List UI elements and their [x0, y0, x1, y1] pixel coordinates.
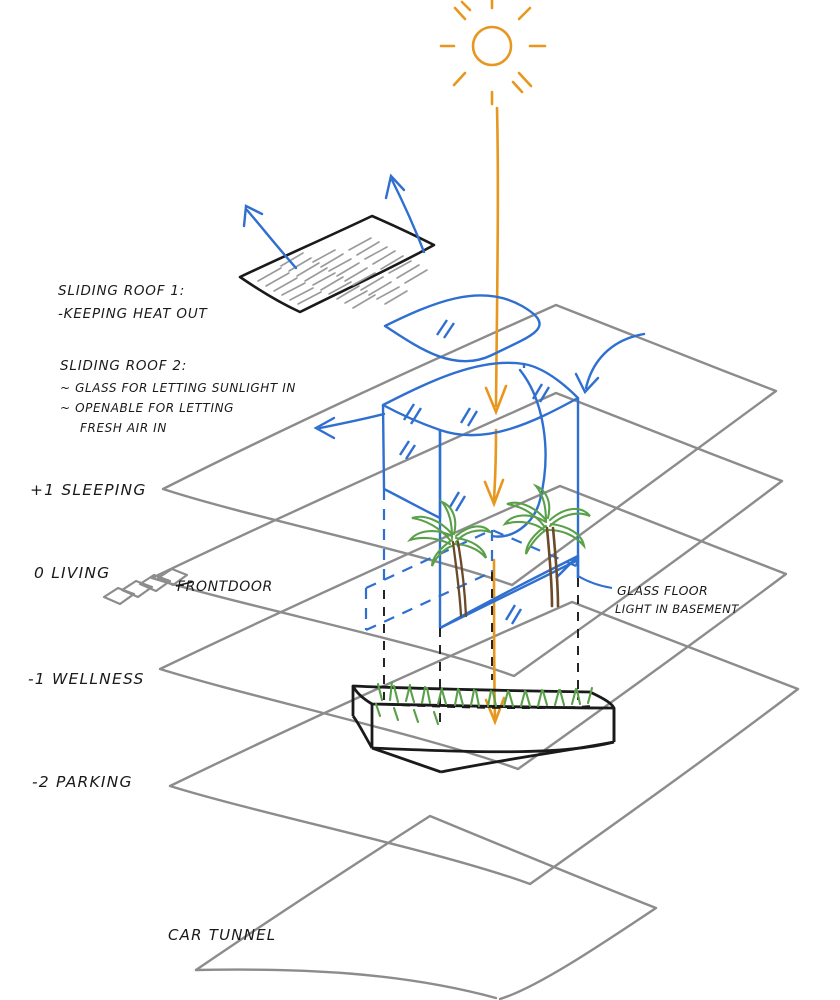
level-label-minus-1: -1 WELLNESS: [28, 670, 145, 688]
annotation-sliding-roof-1-title: SLIDING ROOF 1:: [58, 283, 186, 299]
sunlight-arrow: [485, 108, 506, 722]
basement-greenery: [376, 682, 592, 724]
glass-atrium-volume: [383, 363, 578, 628]
annotation-car-tunnel: CAR TUNNEL: [168, 926, 277, 944]
sliding-roof-2-panel: [385, 295, 540, 361]
sliding-roof-1-hatch: [258, 238, 427, 308]
annotation-sliding-roof-1-note: -KEEPING HEAT OUT: [58, 306, 208, 322]
slab-minus-2: [170, 602, 798, 884]
level-label-minus-2: -2 PARKING: [32, 773, 133, 791]
annotation-glass-floor-line-1: GLASS FLOOR: [617, 583, 709, 598]
slab-plus-1: [163, 305, 776, 585]
level-label-plus-1: +1 SLEEPING: [30, 481, 147, 499]
annotation-sliding-roof-2-title: SLIDING ROOF 2:: [60, 358, 188, 374]
slab-car-tunnel-edge: [196, 970, 496, 998]
sun-icon: [441, 0, 545, 104]
annotation-front-door: FRONTDOOR: [177, 579, 273, 595]
floor-slabs: [152, 305, 798, 999]
entrance-stairs: [104, 569, 187, 604]
annotation-sliding-roof-2-note-3: FRESH AIR IN: [80, 421, 167, 435]
glass-floor-leader-line: [578, 576, 612, 588]
annotation-sliding-roof-2-note-2: ~ OPENABLE FOR LETTING: [60, 401, 235, 415]
level-label-zero: 0 LIVING: [34, 564, 111, 582]
slab-minus-1: [160, 486, 786, 769]
annotation-sliding-roof-2-note-1: ~ GLASS FOR LETTING SUNLIGHT IN: [60, 381, 296, 395]
annotation-glass-floor-line-2: LIGHT IN BASEMENT: [615, 602, 739, 616]
